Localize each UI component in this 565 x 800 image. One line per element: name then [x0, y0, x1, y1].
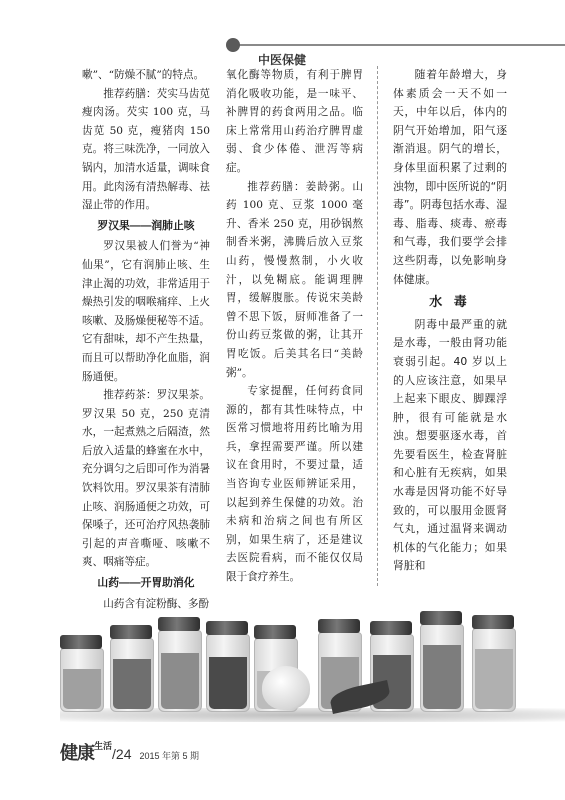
paragraph: 专家提醒，任何药食同源的，都有其性味特点，中医常习惯地将用药比喻为用兵，拿捏需要严谨。所以建议在食用时，不要过量，适当咨询专业医师辨证采用，以起到养生保健的功效。治未病和治病之间也有所区别，如果生病了，还是建议去医院看病，而不能仅仅局限于食疗养生。 [226, 385, 363, 584]
jar [110, 638, 154, 712]
footer [60, 739, 199, 765]
header-rule [232, 44, 565, 46]
header-bullet [226, 38, 240, 52]
jar [420, 624, 464, 712]
paragraph: 推荐药膳：姜龄粥。山药 100 克、豆浆 1000 毫升、香米 250 克，用砂锅熬制香米粥，沸腾后放入豆浆山药，慢慢熬制，小火收汁，以免糊底。能调理脾胃，缓解腹胀。传说宋美龄曾不思下饭，厨师准备了一份山药豆浆做的粥，让其开胃吃饭。后美其名曰“美龄粥”。 [226, 180, 363, 379]
jar [158, 630, 202, 712]
subheading-luohanguo: 罗汉果——润肺止咳 [97, 219, 195, 232]
subheading-shanyao: 山药——开胃助消化 [97, 577, 195, 590]
garlic-bulb [262, 666, 310, 710]
column-middle [226, 66, 363, 587]
section-title: 中医保健 [258, 53, 307, 67]
paragraph: 罗汉果被人们誉为“神仙果”，它有润肺止咳、生津止渴的功效，非常适用于燥热引发的咽喉痛痒、上火咳嗽、及肠燥便秘等不适。它有甜味，却不产生热量，而且可以帮助净化血脂，润肠通便。 [82, 240, 210, 383]
column-right [393, 66, 507, 576]
magazine-logo-small: 生活 [94, 741, 113, 751]
paragraph: 山药含有淀粉酶、多酚 [103, 597, 210, 610]
magazine-logo: 健康 [60, 743, 94, 763]
paragraph: 推荐药膳：芡实马齿苋瘦肉汤。芡实 100 克，马齿苋 50 克，瘦猪肉 150 克。将三味洗净，一同放入锅内，加清水适量，调味食用。此肉汤有清热解毒、祛湿止带的作用。 [82, 87, 210, 212]
column-divider [377, 66, 378, 586]
paragraph: 推荐药茶：罗汉果茶。罗汉果 50 克，250 克清水，一起煮熟之后隔渣，然后放入适量的蜂蜜在水中，充分调匀之后即可作为消暑饮料饮用。罗汉果茶有清肺止咳、润肠通便之功效，可保嗓子，还可治疗风热袭肺引起的声音嘶哑、咳嗽不爽、咽痛等症。 [82, 389, 210, 569]
spice-jars-illustration [0, 590, 565, 730]
paragraph: 阴毒中最严重的就是水毒，一般由肾功能衰弱引起。40 岁以上的人应该注意，如果早上起来下眼皮、脚踝浮肿，很有可能就是水浊。想要驱逐水毒，首先要看医生，检查肾脏和心脏有无疾病，如果水毒是因肾功能不好导致的，可以服用金匮肾气丸，通过温肾来调动机体的气化能力；如果肾脏和 [393, 317, 507, 573]
paragraph: 随着年龄增大，身体素质会一天不如一天，中年以后，体内的阴气开始增加，阳气逐渐消退。阴气的增长，身体里面积累了过剩的浊物，即中医所说的“阴毒”。阴毒包括水毒、湿毒、脂毒、痰毒、瘀毒和气毒，我们要学会排这些阴毒，以免影响身体健康。 [393, 68, 507, 286]
jar [60, 648, 104, 712]
jar [206, 634, 250, 712]
page-number: /24 [112, 746, 132, 762]
paragraph: 氧化酶等物质，有利于脾胃消化吸收功能，是一味平、补脾胃的药食两用之品。临床上常常用山药治疗脾胃虚弱、食少体倦、泄泻等病症。 [226, 69, 363, 174]
jar [472, 628, 516, 712]
issue-label: 2015 年第 5 期 [139, 751, 200, 761]
subheading-shuidu: 水 毒 [429, 294, 471, 310]
column-left [82, 66, 210, 613]
paragraph: 嗽”、“防燥不腻”的特点。 [82, 69, 205, 81]
